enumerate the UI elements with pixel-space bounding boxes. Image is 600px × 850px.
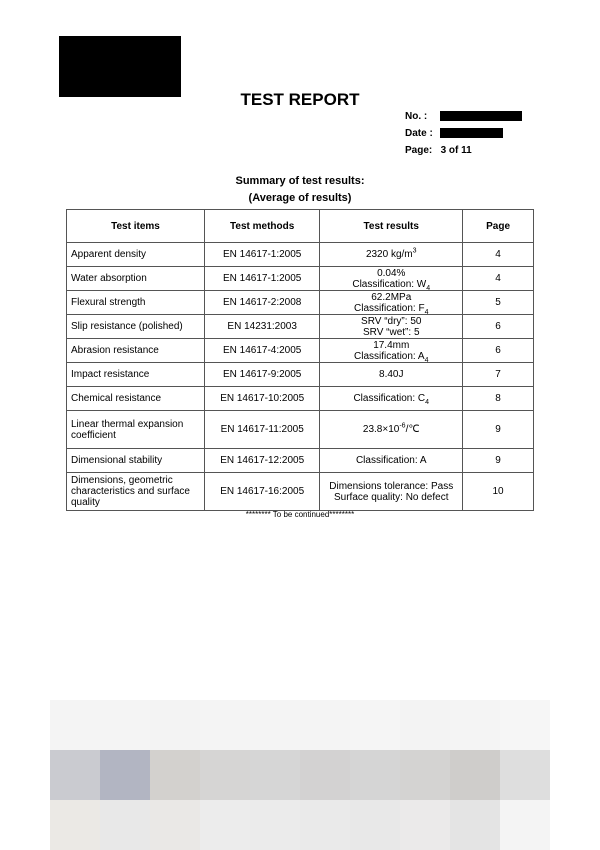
pixel-block: [400, 800, 450, 850]
header-test-results: Test results: [320, 210, 463, 243]
continued-note: ******** To be continued********: [245, 510, 355, 519]
page-cell: 4: [463, 267, 534, 291]
test-item-cell: Linear thermal expansion coefficient: [67, 411, 205, 449]
pixel-block: [400, 750, 450, 800]
test-method-cell: EN 14617-2:2008: [205, 291, 320, 315]
logo-redaction: [59, 36, 181, 97]
result-line: [324, 369, 458, 380]
page-cell: 9: [463, 411, 534, 449]
test-method-cell: EN 14617-16:2005: [205, 473, 320, 511]
test-result-cell: [320, 315, 463, 339]
test-result-cell: [320, 363, 463, 387]
result-line: [324, 340, 458, 351]
test-method-cell: EN 14617-1:2005: [205, 243, 320, 267]
summary-subtitle: (Average of results): [248, 192, 352, 204]
results-table: [66, 209, 534, 511]
pixel-block: [200, 800, 250, 850]
pixel-block: [250, 750, 300, 800]
test-item-cell: Slip resistance (polished): [67, 315, 205, 339]
test-result-cell: [320, 243, 463, 267]
result-text: Dimensions tolerance: Pass: [329, 480, 454, 492]
pixel-block: [200, 700, 250, 750]
pixel-block: [450, 750, 500, 800]
test-method-cell: EN 14617-9:2005: [205, 363, 320, 387]
result-line: [324, 249, 458, 260]
pixel-block: [350, 750, 400, 800]
pixel-block: [100, 800, 150, 850]
result-line: [324, 393, 458, 404]
result-line: [324, 279, 458, 290]
test-item-cell: Dimensions, geometric characteristics and surface quality: [67, 473, 205, 511]
pixel-block: [500, 800, 550, 850]
result-subscript: 4: [425, 399, 430, 406]
result-text: Classification: W: [352, 278, 427, 290]
page-label: Page:: [405, 145, 433, 156]
result-text: 8.40J: [379, 369, 404, 380]
result-line: [324, 292, 458, 303]
result-line: [324, 303, 458, 314]
table-body: [67, 243, 534, 511]
result-text: 0.04%: [377, 267, 406, 279]
test-item-cell: Impact resistance: [67, 363, 205, 387]
page-cell: 10: [463, 473, 534, 511]
report-number-label: No. :: [405, 111, 428, 122]
result-superscript: -6: [399, 422, 406, 430]
table-row: [67, 411, 534, 449]
page-indicator: [405, 145, 472, 156]
test-result-cell: [320, 449, 463, 473]
test-result-cell: [320, 267, 463, 291]
pixel-block: [350, 800, 400, 850]
result-line: [324, 327, 458, 338]
test-item-cell: Water absorption: [67, 267, 205, 291]
test-result-cell: [320, 339, 463, 363]
result-line: [324, 316, 458, 327]
result-text: 62.2MPa: [371, 291, 412, 303]
table-row: [67, 473, 534, 511]
result-text: Classification: A: [354, 350, 425, 362]
test-method-cell: EN 14617-12:2005: [205, 449, 320, 473]
result-text: 17.4mm: [373, 339, 410, 351]
test-method-cell: EN 14617-11:2005: [205, 411, 320, 449]
pixel-block: [100, 750, 150, 800]
test-item-cell: Chemical resistance: [67, 387, 205, 411]
pixel-block: [350, 700, 400, 750]
result-line: [324, 481, 458, 492]
pixel-block: [400, 700, 450, 750]
header-test-items: Test items: [67, 210, 205, 243]
pixel-block: [150, 800, 200, 850]
report-title: TEST REPORT: [240, 90, 360, 109]
pixel-block: [50, 800, 100, 850]
test-result-cell: [320, 291, 463, 315]
page-cell: 4: [463, 243, 534, 267]
report-date-label: Date :: [405, 128, 433, 139]
result-line: [324, 492, 458, 503]
result-line: [324, 424, 458, 435]
test-method-cell: EN 14617-1:2005: [205, 267, 320, 291]
pixel-block: [250, 700, 300, 750]
table-row: [67, 267, 534, 291]
result-line: [324, 268, 458, 279]
pixel-block: [250, 800, 300, 850]
pixel-block: [500, 750, 550, 800]
table-row: [67, 363, 534, 387]
result-text: 2320 kg/m: [365, 249, 413, 260]
header-page: Page: [463, 210, 534, 243]
report-date-redaction: [440, 128, 503, 138]
pixelated-content: [50, 700, 550, 848]
test-result-cell: [320, 473, 463, 511]
result-text: SRV “wet”: 5: [363, 326, 420, 338]
table-row: [67, 291, 534, 315]
result-text: 23.8×10: [362, 424, 400, 435]
test-method-cell: EN 14231:2003: [205, 315, 320, 339]
result-text: SRV “dry”: 50: [361, 315, 422, 327]
header-test-methods: Test methods: [205, 210, 320, 243]
result-text: Classification: C: [353, 393, 426, 404]
result-subscript: 4: [426, 284, 431, 292]
pixel-block: [500, 700, 550, 750]
result-line: [324, 455, 458, 466]
result-text: Classification: F: [354, 302, 425, 314]
page-cell: 6: [463, 315, 534, 339]
table-header-row: [67, 210, 534, 243]
test-item-cell: Apparent density: [67, 243, 205, 267]
table-row: [67, 315, 534, 339]
test-result-cell: [320, 387, 463, 411]
pixel-block: [100, 700, 150, 750]
pixel-block: [50, 750, 100, 800]
test-result-cell: [320, 411, 463, 449]
page-cell: 8: [463, 387, 534, 411]
pixel-block: [50, 700, 100, 750]
summary-title: Summary of test results:: [235, 175, 365, 187]
result-text: Surface quality: No defect: [333, 491, 449, 503]
page-cell: 7: [463, 363, 534, 387]
table-row: [67, 339, 534, 363]
pixel-block: [300, 800, 350, 850]
page-value: 3 of 11: [440, 145, 472, 156]
page-cell: 5: [463, 291, 534, 315]
report-number-redaction: [440, 111, 522, 121]
pixel-block: [450, 800, 500, 850]
table-row: [67, 387, 534, 411]
pixel-block: [150, 750, 200, 800]
table-row: [67, 243, 534, 267]
result-superscript: 3: [412, 247, 417, 255]
test-method-cell: EN 14617-4:2005: [205, 339, 320, 363]
result-subscript: 4: [424, 308, 429, 316]
result-text: Classification: A: [355, 455, 427, 466]
pixel-block: [300, 700, 350, 750]
test-item-cell: Abrasion resistance: [67, 339, 205, 363]
test-method-cell: EN 14617-10:2005: [205, 387, 320, 411]
result-subscript: 4: [424, 356, 429, 364]
pixel-block: [200, 750, 250, 800]
result-unit: /℃: [405, 424, 420, 435]
pixel-block: [300, 750, 350, 800]
page-cell: 9: [463, 449, 534, 473]
test-item-cell: Dimensional stability: [67, 449, 205, 473]
table-row: [67, 449, 534, 473]
pixel-block: [150, 700, 200, 750]
result-line: [324, 351, 458, 362]
pixel-block: [450, 700, 500, 750]
test-item-cell: Flexural strength: [67, 291, 205, 315]
page-cell: 6: [463, 339, 534, 363]
